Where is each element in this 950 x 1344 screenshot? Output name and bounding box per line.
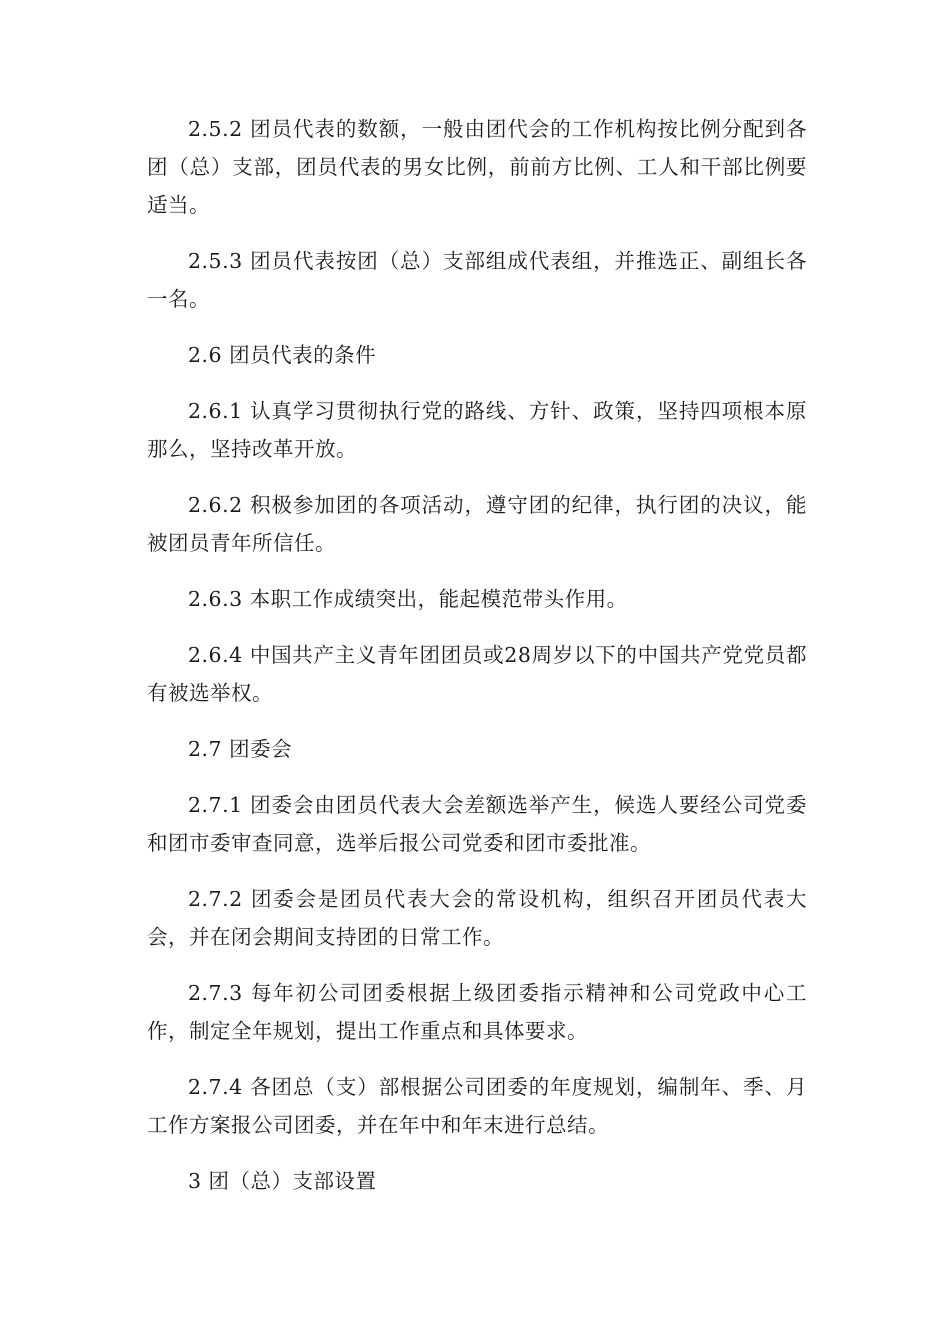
- paragraph-2-7-2: 2.7.2 团委会是团员代表大会的常设机构，组织召开团员代表大会，并在闭会期间支持团的日常工作。: [147, 887, 807, 949]
- paragraph-2-6-2: 2.6.2 积极参加团的各项活动，遵守团的纪律，执行团的决议，能被团员青年所信任。: [147, 493, 807, 555]
- section-heading-2-6: 2.6 团员代表的条件: [188, 343, 377, 367]
- section-heading-3: 3 团（总）支部设置: [188, 1169, 377, 1193]
- paragraph-2-6-3: 2.6.3 本职工作成绩突出，能起模范带头作用。: [188, 587, 628, 611]
- paragraph-2-7-3: 2.7.3 每年初公司团委根据上级团委指示精神和公司党政中心工作，制定全年规划，提出工作重点和具体要求。: [147, 981, 807, 1043]
- paragraph-2-6-1: 2.6.1 认真学习贯彻执行党的路线、方针、政策，坚持四项根本原那么，坚持改革开放。: [147, 399, 807, 461]
- paragraph-2-7-1: 2.7.1 团委会由团员代表大会差额选举产生，候选人要经公司党委和团市委审查同意，选举后报公司党委和团市委批准。: [147, 793, 807, 855]
- document-body: [147, 110, 807, 1218]
- section-heading-2-7: 2.7 团委会: [188, 737, 293, 761]
- paragraph-2-7-4: 2.7.4 各团总（支）部根据公司团委的年度规划，编制年、季、月工作方案报公司团委，并在年中和年末进行总结。: [147, 1075, 807, 1137]
- paragraph-2-5-2: 2.5.2 团员代表的数额，一般由团代会的工作机构按比例分配到各团（总）支部，团员代表的男女比例，前前方比例、工人和干部比例要适当。: [147, 117, 807, 217]
- paragraph-2-5-3: 2.5.3 团员代表按团（总）支部组成代表组，并推选正、副组长各一名。: [147, 249, 807, 311]
- paragraph-2-6-4: 2.6.4 中国共产主义青年团团员或28周岁以下的中国共产党党员都有被选举权。: [147, 643, 807, 705]
